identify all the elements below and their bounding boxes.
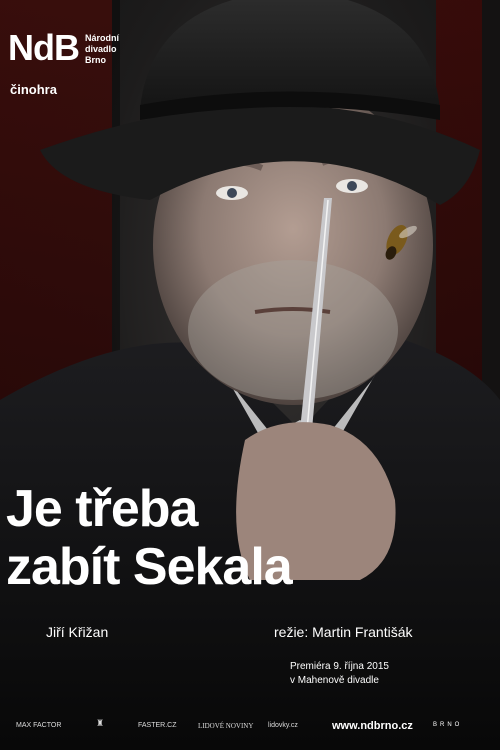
beard-stubble (188, 260, 398, 400)
premiere-info (290, 660, 389, 688)
logo-subtitle (85, 33, 119, 66)
logo-mark: NdB (8, 27, 79, 68)
title-line-2: zabít Sekala (6, 538, 292, 596)
website-link[interactable]: www.ndbrno.cz (332, 720, 413, 732)
sponsor-lidovky: lidovky.cz (268, 722, 298, 729)
sponsor-bar (0, 716, 500, 740)
logo-line-3: Brno (85, 55, 106, 65)
sponsor-maxfactor: MAX FACTOR (16, 722, 62, 729)
brno-logo: BRNO (433, 722, 463, 728)
title-line-1: Je třeba (6, 480, 198, 538)
author-name: Jiří Křižan (46, 624, 109, 640)
director-credit: režie: Martin Františák (274, 624, 413, 640)
sponsor-faster: FASTER.CZ (138, 722, 177, 729)
premiere-venue: v Mahenově divadle (290, 675, 379, 686)
sponsor-lidove-noviny: LIDOVÉ NOVINY (198, 722, 254, 730)
premiere-date: Premiéra 9. října 2015 (290, 661, 389, 672)
play-title (6, 480, 292, 596)
ndb-logo[interactable] (8, 27, 120, 68)
sponsor-emblem-icon: ♜ (96, 718, 105, 728)
logo-line-1: Národní (85, 33, 120, 43)
genre-label: činohra (10, 82, 57, 97)
logo-line-2: divadlo (85, 44, 117, 54)
